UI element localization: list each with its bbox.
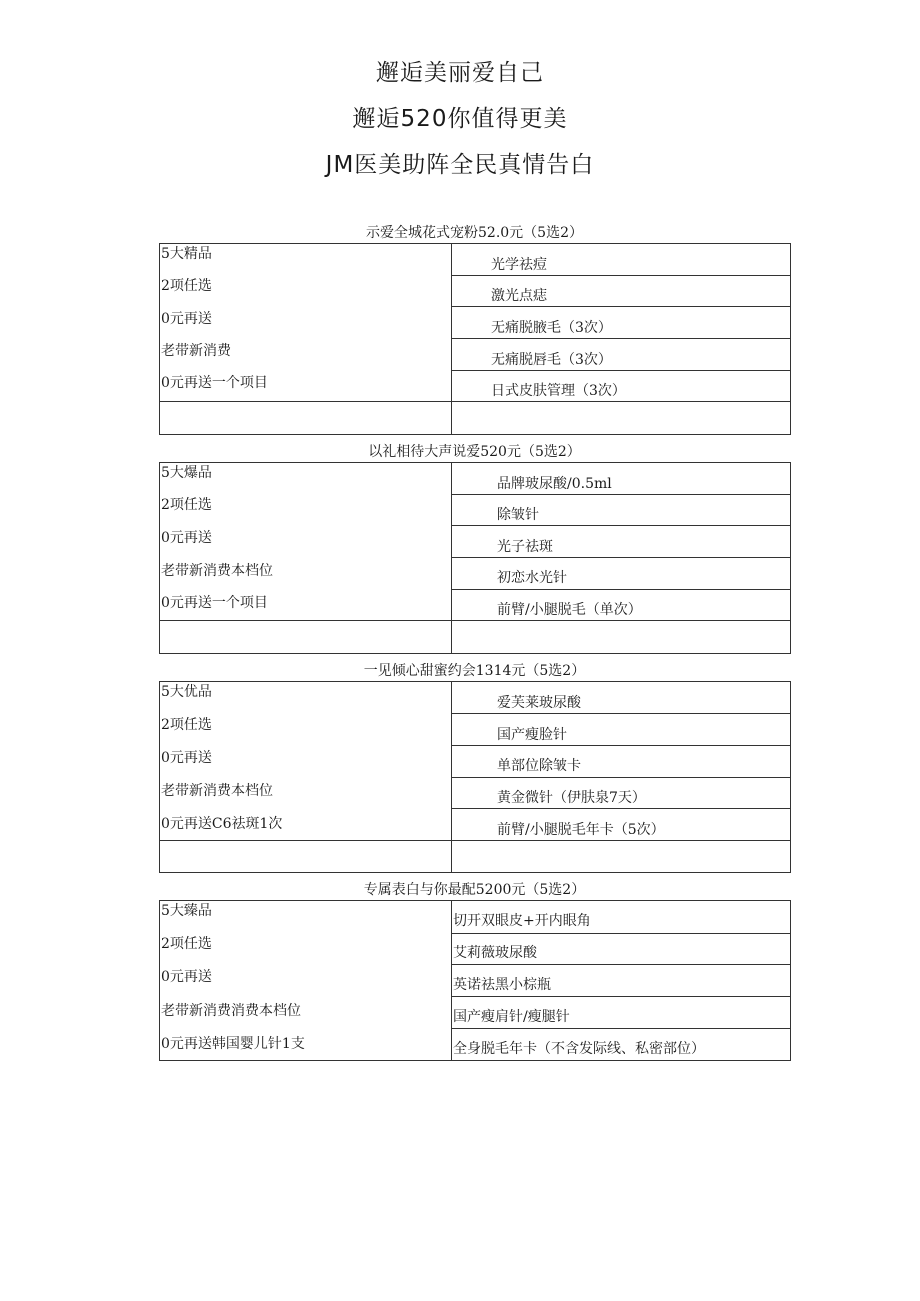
left-cell-text: 2项任选 (161, 278, 212, 294)
column-divider (451, 463, 452, 653)
offer-section-520 (159, 443, 790, 655)
row-divider (451, 713, 790, 714)
left-cell-text: 0元再送 (161, 530, 212, 546)
column-divider (451, 244, 452, 434)
column-divider (451, 901, 452, 1060)
left-cell-text: 0元再送韩国婴儿针1支 (161, 1036, 305, 1052)
offer-table (159, 462, 791, 654)
row-divider (451, 964, 790, 965)
item-cell-text: 全身脱毛年卡（不含发际线、私密部位） (453, 1041, 705, 1057)
left-cell-text: 5大臻品 (161, 903, 212, 919)
item-cell-text: 国产瘦肩针/瘦腿针 (453, 1009, 570, 1025)
offer-table (159, 900, 791, 1061)
offer-table (159, 243, 791, 435)
row-divider (451, 370, 790, 371)
section-title: 示爱全城花式宠粉52.0元（5选2） (366, 225, 583, 241)
row-divider (451, 525, 790, 526)
item-cell-text: 黄金微针（伊肤泉7天） (497, 790, 646, 806)
row-divider (451, 306, 790, 307)
left-cell-text: 0元再送C6祛斑1次 (161, 816, 283, 832)
offer-table (159, 681, 791, 873)
item-cell-text: 前臂/小腿脱毛（单次） (497, 602, 642, 618)
item-cell-text: 艾莉薇玻尿酸 (453, 945, 537, 961)
row-divider (451, 808, 790, 809)
item-cell-text: 英诺祛黑小棕瓶 (453, 977, 551, 993)
item-cell-text: 切开双眼皮+开内眼角 (453, 913, 591, 929)
item-cell-text: 爱芙莱玻尿酸 (497, 695, 581, 711)
item-cell-text: 无痛脱唇毛（3次） (491, 352, 612, 368)
offer-section-52 (159, 224, 790, 436)
section-title: 专属表白与你最配5200元（5选2） (363, 882, 586, 898)
row-divider (451, 996, 790, 997)
left-cell-text: 0元再送一个项目 (161, 375, 268, 391)
row-divider (160, 401, 790, 402)
item-cell-text: 日式皮肤管理（3次） (491, 383, 626, 399)
item-cell-text: 单部位除皱卡 (497, 758, 581, 774)
offer-section-5200 (159, 881, 790, 1063)
item-cell-text: 国产瘦脸针 (497, 727, 567, 743)
item-cell-text: 无痛脱腋毛（3次） (491, 320, 612, 336)
heading-line-3: JM医美助阵全民真情告白 (325, 152, 595, 178)
item-cell-text: 前臂/小腿脱毛年卡（5次） (497, 822, 665, 838)
left-cell-text: 2项任选 (161, 936, 212, 952)
row-divider (451, 933, 790, 934)
heading-line-1: 邂逅美丽爱自己 (376, 60, 544, 86)
item-cell-text: 除皱针 (497, 507, 539, 523)
left-cell-text: 老带新消费消费本档位 (161, 1003, 301, 1019)
row-divider (451, 557, 790, 558)
left-cell-text: 5大精品 (161, 246, 212, 262)
item-cell-text: 品牌玻尿酸/0.5ml (497, 476, 612, 492)
row-divider (451, 777, 790, 778)
item-cell-text: 初恋水光针 (497, 570, 567, 586)
item-cell-text: 激光点痣 (491, 288, 547, 304)
row-divider (451, 338, 790, 339)
left-cell-text: 0元再送一个项目 (161, 595, 268, 611)
left-cell-text: 0元再送 (161, 311, 212, 327)
left-cell-text: 老带新消费 (161, 343, 231, 359)
row-divider (160, 620, 790, 621)
row-divider (451, 1028, 790, 1029)
left-cell-text: 老带新消费本档位 (161, 563, 273, 579)
item-cell-text: 光子祛斑 (497, 539, 553, 555)
heading-line-2: 邂逅520你值得更美 (352, 106, 568, 132)
left-cell-text: 2项任选 (161, 497, 212, 513)
left-cell-text: 0元再送 (161, 750, 212, 766)
row-divider (451, 494, 790, 495)
left-cell-text: 5大爆品 (161, 465, 212, 481)
item-cell-text: 光学祛痘 (491, 257, 547, 273)
row-divider (160, 840, 790, 841)
row-divider (451, 745, 790, 746)
left-cell-text: 老带新消费本档位 (161, 783, 273, 799)
row-divider (451, 589, 790, 590)
left-cell-text: 0元再送 (161, 969, 212, 985)
section-title: 以礼相待大声说爱520元（5选2） (368, 444, 581, 460)
left-cell-text: 5大优品 (161, 684, 212, 700)
section-title: 一见倾心甜蜜约会1314元（5选2） (363, 663, 586, 679)
row-divider (451, 275, 790, 276)
left-cell-text: 2项任选 (161, 717, 212, 733)
offer-section-1314 (159, 662, 790, 874)
